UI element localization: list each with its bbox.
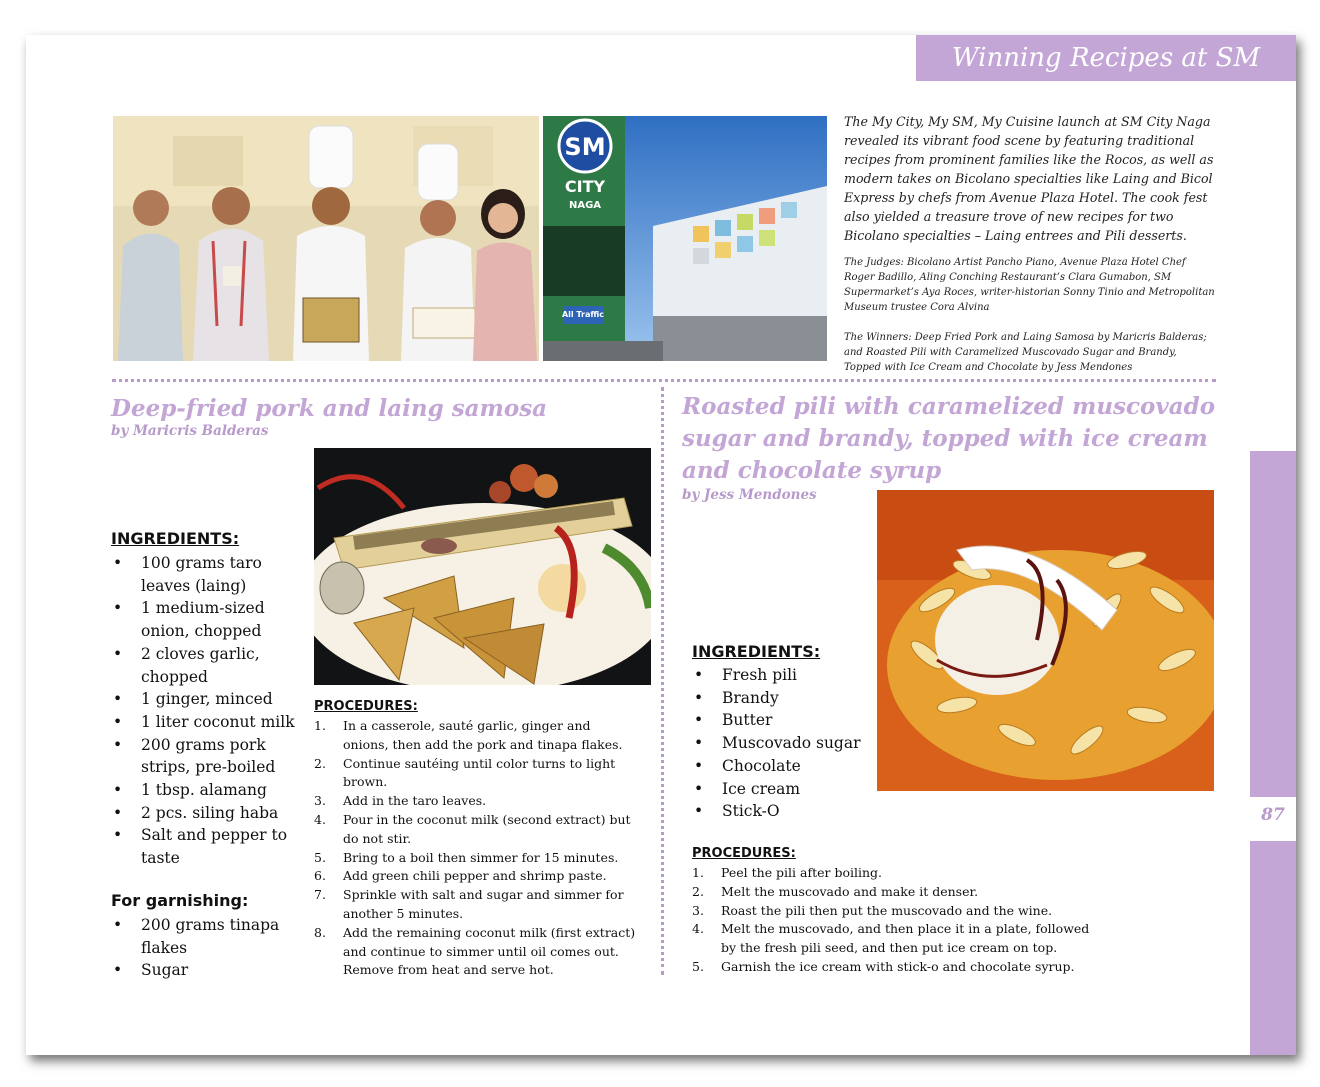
intro-paragraph: The My City, My SM, My Cuisine launch at SM City Naga revealed its vibrant food scene by featuring traditional recipes from prominent families like the Rocos, as well as modern takes on Bicolano specialties like Laing and Bicol Express by chefs from Avenue Plaza Hotel. The cook fest also yielded a treasure trove of new recipes for two Bicolano specialties – Laing entrees and Pili desserts. — [844, 114, 1214, 243]
list-item: • Salt and pepper to taste — [111, 824, 296, 869]
list-item: 3. Add in the taro leaves. — [314, 793, 487, 809]
list-item: 8. Add the remaining coconut milk (first extract) and continue to simmer until oil comes out. Remove from heat and serve hot. — [314, 924, 636, 978]
awards-group-photo — [113, 116, 539, 361]
list-item: • 1 liter coconut milk — [111, 711, 296, 734]
judges-paragraph: The Judges: Bicolano Artist Pancho Piano, Avenue Plaza Hotel Chef Roger Badillo, Aling Conching Restaurant’s Clara Gumabon, SM Supermarket’s Aya Roces, writer-historian Sonny Tinio and Metropolitan Museum trustee Cora Alvina — [844, 257, 1215, 313]
city-sign-text: CITY — [564, 177, 606, 196]
recipe1-ingredients-list — [111, 552, 296, 870]
list-item: • Muscovado sugar — [692, 732, 877, 755]
side-band-bottom — [1250, 841, 1296, 1055]
recipe2-procedures-heading: PROCEDURES: — [692, 846, 796, 861]
list-item: 5. Garnish the ice cream with stick-o and chocolate syrup. — [692, 958, 1075, 974]
list-item: 1. Peel the pili after boiling. — [692, 865, 883, 880]
list-item: • Chocolate — [692, 755, 877, 778]
list-item: • 200 grams pork strips, pre-boiled — [111, 734, 296, 779]
list-item: 7. Sprinkle with salt and sugar and simmer for another 5 minutes. — [314, 887, 624, 921]
list-item: 6. Add green chili pepper and shrimp paste. — [314, 868, 607, 884]
vertical-dotted-divider — [661, 387, 664, 975]
list-item: 4. Melt the muscovado, and then place it in a plate, followed by the fresh pili seed, and then put ice cream on top. — [692, 921, 1090, 956]
list-item: 2. Continue sautéing until color turns to light brown. — [314, 755, 616, 790]
recipe2-title: Roasted pili with caramelized muscovado sugar and brandy, topped with ice cream and chocolate syrup — [682, 393, 1216, 484]
recipe1-byline: by Maricris Balderas — [111, 423, 269, 439]
list-item: • 1 ginger, minced — [111, 688, 296, 711]
recipe1-procedures-heading: PROCEDURES: — [314, 699, 418, 714]
list-item: 2. Melt the muscovado and make it denser. — [692, 883, 979, 899]
list-item: • Sugar — [111, 959, 296, 982]
list-item: 3. Roast the pili then put the muscovado and the wine. — [692, 902, 1053, 918]
list-item: • 100 grams taro leaves (laing) — [111, 552, 296, 597]
list-item: 5. Bring to a boil then simmer for 15 minutes. — [314, 849, 619, 865]
list-item: • 2 pcs. siling haba — [111, 802, 296, 825]
roasted-pili-dessert-photo — [877, 490, 1214, 791]
list-item: • 200 grams tinapa flakes — [111, 914, 296, 959]
list-item: • Fresh pili — [692, 664, 877, 687]
recipe1-garnish-heading: For garnishing: — [111, 891, 249, 910]
samosa-dish-photo — [314, 448, 651, 685]
sm-logo-text: SM — [564, 133, 606, 161]
side-band-top — [1250, 451, 1296, 797]
list-item: • Brandy — [692, 687, 877, 710]
recipe1-garnish-list — [111, 914, 296, 982]
recipe2-ingredients-heading: INGREDIENTS: — [692, 642, 821, 661]
list-item: • Ice cream — [692, 778, 877, 801]
list-item: • Butter — [692, 709, 877, 732]
traffic-sign-text: All Traffic — [561, 310, 605, 319]
list-item: • 1 tbsp. alamang — [111, 779, 296, 802]
recipe1-procedures-list — [314, 717, 639, 980]
naga-sign-text: NAGA — [568, 200, 602, 211]
list-item: • 1 medium-sized onion, chopped — [111, 597, 296, 642]
recipe2-byline: by Jess Mendones — [682, 487, 817, 503]
list-item: • 2 cloves garlic, chopped — [111, 643, 296, 688]
page-number: 87 — [1261, 805, 1285, 825]
horizontal-dotted-divider — [112, 379, 1216, 382]
recipe2-ingredients-list — [692, 664, 877, 823]
recipe1-ingredients-heading: INGREDIENTS: — [111, 529, 240, 548]
sm-city-naga-photo — [543, 116, 827, 361]
list-item: • Stick-O — [692, 800, 877, 823]
list-item: 1. In a casserole, sauté garlic, ginger and onions, then add the pork and tinapa flakes. — [314, 718, 623, 752]
recipe2-procedures-list — [692, 864, 1092, 977]
magazine-page — [26, 35, 1296, 1055]
list-item: 4. Pour in the coconut milk (second extract) but do not stir. — [314, 811, 631, 846]
recipe1-title: Deep-fried pork and laing samosa — [111, 395, 548, 422]
winners-paragraph: The Winners: Deep Fried Pork and Laing Samosa by Maricris Balderas; and Roasted Pili with Caramelized Muscovado Sugar and Brandy, Topped with Ice Cream and Chocolate by Jess Mendones — [844, 332, 1207, 373]
section-header: Winning Recipes at SM Naga — [916, 35, 1296, 81]
